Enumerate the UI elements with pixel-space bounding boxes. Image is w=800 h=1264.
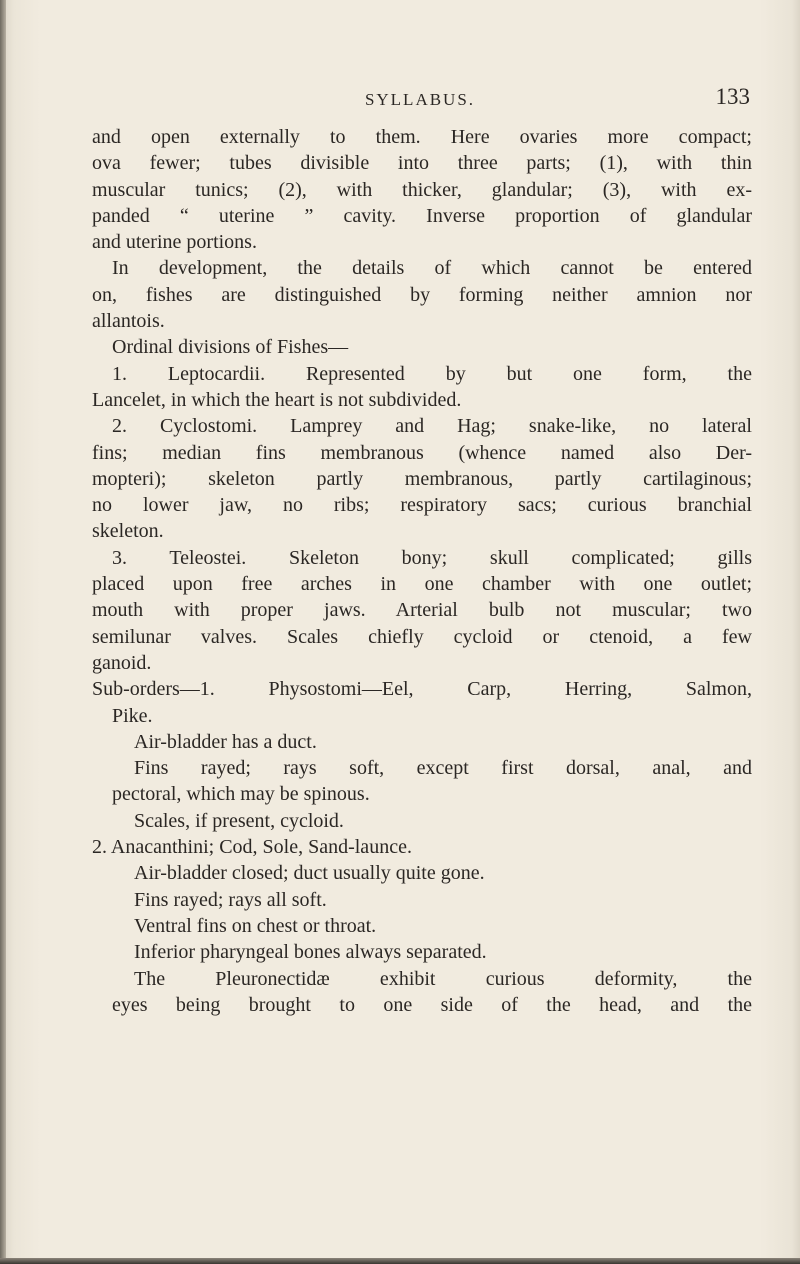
text-line: 3. Teleostei. Skeleton bony; skull complicated; gills xyxy=(112,546,752,569)
text-line: mopteri); skeleton partly membranous, partly cartilaginous; xyxy=(92,467,752,490)
text-line: Air-bladder has a duct. xyxy=(134,730,317,753)
page-bottom-edge xyxy=(0,1258,800,1264)
page-header xyxy=(90,82,750,112)
page-number: 133 xyxy=(715,84,750,109)
text-line: mouth with proper jaws. Arterial bulb not muscular; two xyxy=(92,599,752,622)
text-line: Ordinal divisions of Fishes— xyxy=(112,336,349,359)
body-text xyxy=(92,124,752,1018)
text-line: and uterine portions. xyxy=(92,231,257,254)
text-line: 2. Anacanthini; Cod, Sole, Sand-launce. xyxy=(92,836,412,859)
text-line: panded “ uterine ” cavity. Inverse proportion of glandular xyxy=(92,204,752,227)
text-line: and open externally to them. Here ovaries more compact; xyxy=(92,126,752,148)
text-line: ganoid. xyxy=(92,651,152,674)
text-line: 1. Leptocardii. Represented by but one form, the xyxy=(112,362,752,385)
text-line: fins; median fins membranous (whence named also Der- xyxy=(92,441,752,464)
text-line: muscular tunics; (2), with thicker, glandular; (3), with ex- xyxy=(92,178,752,201)
text-line: pectoral, which may be spinous. xyxy=(112,783,370,806)
text-line: no lower jaw, no ribs; respiratory sacs; curious branchial xyxy=(92,494,752,517)
text-line: In development, the details of which cannot be entered xyxy=(112,257,752,280)
text-line: Inferior pharyngeal bones always separated. xyxy=(134,941,487,964)
running-head: SYLLABUS. xyxy=(364,90,476,109)
text-line: semilunar valves. Scales chiefly cycloid or ctenoid, a few xyxy=(92,625,752,648)
text-line: placed upon free arches in one chamber with one outlet; xyxy=(92,573,752,596)
text-line: Lancelet, in which the heart is not subdivided. xyxy=(92,388,462,411)
text-line: allantois. xyxy=(92,310,165,333)
text-line: Fins rayed; rays all soft. xyxy=(134,888,327,911)
text-line: Pike. xyxy=(112,704,153,727)
text-line: eyes being brought to one side of the head, and the xyxy=(112,993,752,1016)
text-line: The Pleuronectidæ exhibit curious deformity, the xyxy=(134,967,752,990)
text-line: on, fishes are distinguished by forming neither amnion nor xyxy=(92,283,752,306)
text-line: Sub-orders—1. Physostomi—Eel, Carp, Herring, Salmon, xyxy=(92,678,752,701)
page-binding-edge xyxy=(0,0,6,1264)
text-line: 2. Cyclostomi. Lamprey and Hag; snake-like, no lateral xyxy=(112,415,752,438)
text-line: Fins rayed; rays soft, except first dorsal, anal, and xyxy=(134,757,752,780)
text-line: Scales, if present, cycloid. xyxy=(134,809,344,832)
text-line: skeleton. xyxy=(92,520,164,543)
text-line: ova fewer; tubes divisible into three parts; (1), with thin xyxy=(92,152,752,175)
text-line: Air-bladder closed; duct usually quite gone. xyxy=(134,862,485,885)
text-line: Ventral fins on chest or throat. xyxy=(134,914,377,937)
